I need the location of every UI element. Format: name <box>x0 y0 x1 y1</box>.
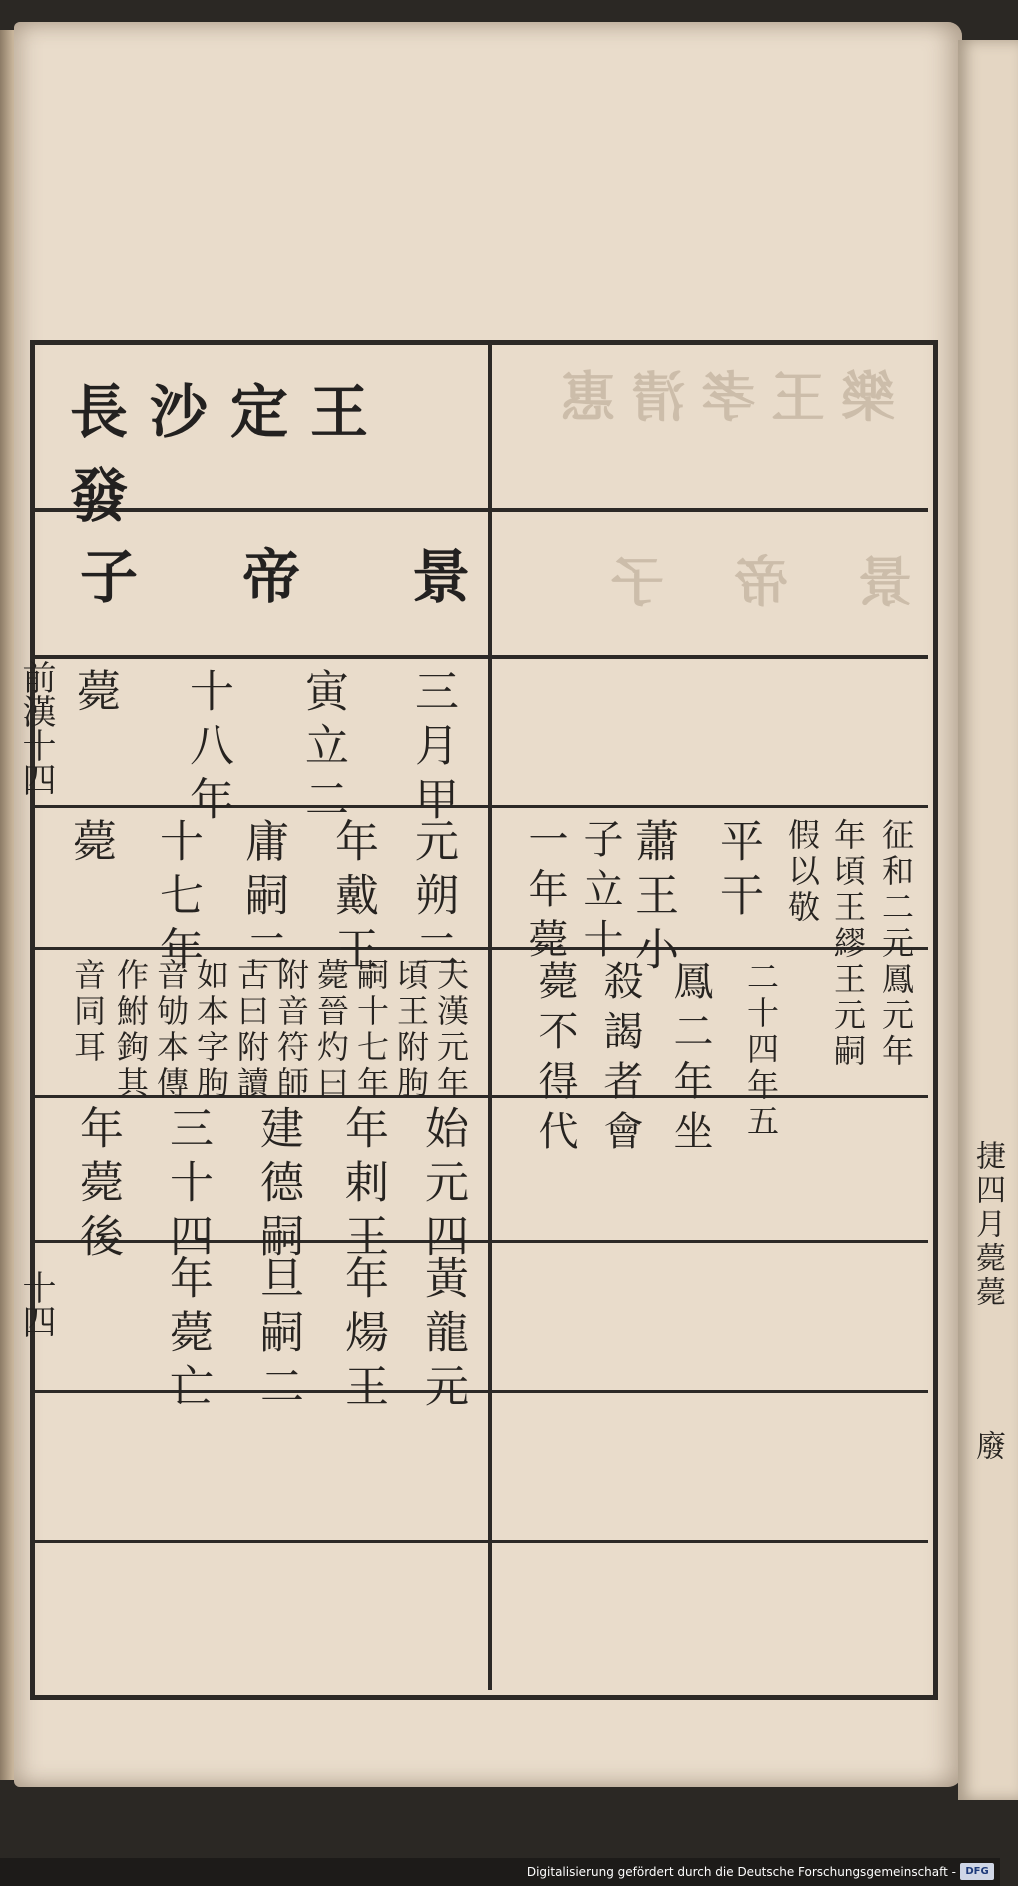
row2-right-lower-col: 薨不得代 <box>532 960 578 1160</box>
row3-col: 古曰附讀 <box>232 958 270 1102</box>
row5-col: 年薨亡 <box>162 1255 213 1417</box>
title-cell: 長沙定王發 <box>70 378 391 530</box>
row-line-3 <box>35 805 928 808</box>
left-margin-text: 前漢十四 <box>16 660 56 796</box>
left-margin-page-number: 十四 <box>16 1270 56 1338</box>
row2-col: 庸嗣二 <box>237 818 288 980</box>
row2-right-col: 征和二元鳳元年 <box>877 818 915 1070</box>
row2-right-lower-col: 鳳二年坐 <box>667 960 713 1160</box>
row2-right-lower-col: 殺謁者會 <box>597 960 643 1160</box>
row5-col: 黃龍元 <box>417 1255 468 1417</box>
row2-col: 薨 <box>65 818 116 872</box>
center-divider <box>488 345 492 1690</box>
subtitle-char: 子 <box>80 543 139 611</box>
row3-col: 天漢元年 <box>432 958 470 1102</box>
row3-col: 嗣十七年 <box>352 958 390 1102</box>
row2-col: 十七年 <box>152 818 203 980</box>
row3-col: 如本字朐 <box>192 958 230 1102</box>
row3-col: 薨晉灼曰 <box>312 958 350 1102</box>
next-page-text: 捷四月薨薨 <box>970 1140 1005 1310</box>
row3-col: 頃王附朐 <box>392 958 430 1102</box>
row4-col: 年剌王 <box>337 1105 388 1267</box>
next-page-edge <box>958 40 1018 1800</box>
row4-col: 建德嗣 <box>252 1105 303 1267</box>
row3-col: 音同耳 <box>69 958 107 1066</box>
row2-right-col: 平干 <box>712 818 763 926</box>
row3-col: 音劬本傳 <box>152 958 190 1102</box>
row-line-2 <box>35 655 928 659</box>
digitization-footer <box>0 1858 1000 1886</box>
row5-col: 年煬王 <box>337 1255 388 1417</box>
row4-col: 三十四 <box>162 1105 213 1267</box>
row1-col: 薨 <box>69 668 120 722</box>
subtitle-char: 帝 <box>241 543 300 611</box>
row4-col: 年薨後 <box>72 1105 123 1267</box>
row2-col: 元朔二 <box>407 818 458 980</box>
row2-right-col: 子立十 <box>577 818 623 968</box>
row2-col: 年戴王 <box>327 818 378 980</box>
row3-col: 附音符師 <box>272 958 310 1102</box>
row1-col: 寅立二 <box>297 668 348 830</box>
row4-col: 始元四 <box>417 1105 468 1267</box>
row2-right-lower-col: 二十四年五 <box>742 960 780 1140</box>
footer-credit: Digitalisierung gefördert durch die Deutsche Forschungsgemeinschaft - <box>526 1865 956 1879</box>
row1-col: 十八年 <box>182 668 233 830</box>
row2-right-col: 年頃王繆王元嗣 <box>829 818 867 1070</box>
bleed-through-title: 樂王孝清惠 <box>545 365 895 429</box>
row5-col: 旦嗣二 <box>252 1255 303 1417</box>
subtitle-cell <box>80 530 470 614</box>
row2-right-col: 假以敬 <box>783 818 821 926</box>
bleed-through-subtitle: 景帝子 <box>540 550 912 614</box>
row2-right-col: 一年薨 <box>522 818 568 968</box>
row3-col: 作鮒鉤其 <box>112 958 150 1102</box>
row1-col: 三月甲 <box>407 668 458 830</box>
subtitle-char: 景 <box>411 543 470 611</box>
row-line-8 <box>35 1540 928 1543</box>
next-page-text-2: 廢 <box>970 1430 1005 1464</box>
row2-right-col: 蕭王小 <box>627 818 678 980</box>
dfg-logo: DFG <box>960 1863 994 1880</box>
